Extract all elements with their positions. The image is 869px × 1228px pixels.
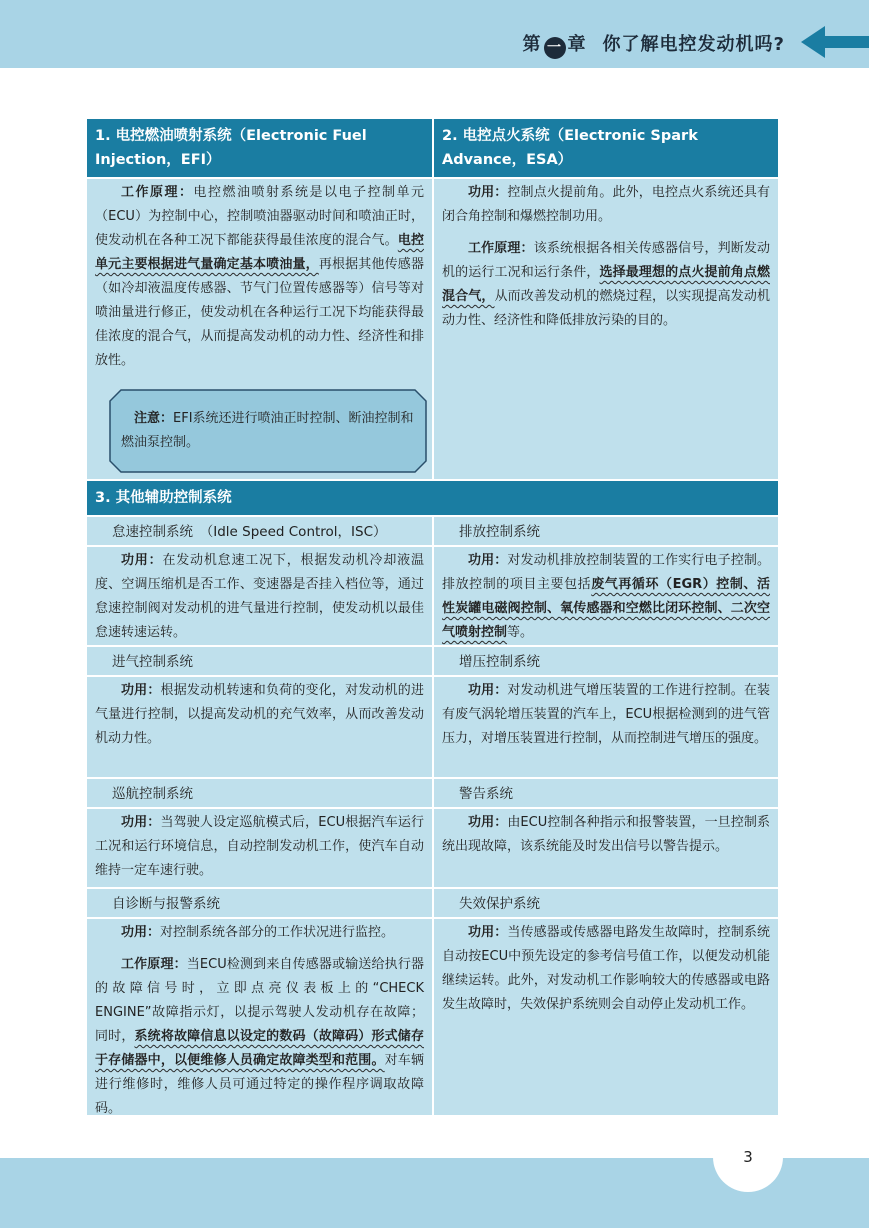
chapter-title: 你了解电控发动机吗?: [602, 34, 785, 55]
failsafe-name: 失效保护系统: [432, 887, 778, 917]
efi-note-box: [109, 389, 414, 473]
turbo-name: 增压控制系统: [432, 645, 778, 675]
diag-body: [87, 917, 432, 1115]
failsafe-text: 当传感器或传感器电路发生故障时，控制系统自动按ECU中预先设定的参考信号值工作，以便发动机能继续运转。此外，对发动机工作影响较大的传感器或电路发生故障时，失效保护系统则会自动停止发动机工作。: [442, 925, 770, 1012]
esa-function-label: 功用：: [468, 185, 508, 200]
diag-function-label: 功用：: [121, 925, 161, 940]
chapter-suffix: 章: [567, 34, 587, 55]
efi-column: [87, 119, 432, 479]
cruise-name: 巡航控制系统: [87, 777, 432, 807]
intake-label: 功用：: [121, 683, 161, 698]
warning-label: 功用：: [468, 815, 508, 830]
diag-principle-label: 工作原理：: [121, 957, 187, 972]
emission-label: 功用：: [468, 553, 508, 568]
esa-title: 2. 电控点火系统（Electronic Spark Advance，ESA）: [434, 119, 778, 177]
emission-text1: 对发动机排放控制装置的工作实行电子控制。排放控制的项目主要包括: [442, 553, 770, 592]
esa-principle-label: 工作原理：: [468, 241, 534, 256]
diag-principle-text1: 当ECU检测到来自传感器或输送给执行器的故障信号时，立即点亮仪表板上的“CHECK ENGINE”故障指示灯，以提示驾驶人发动机存在故障；同时，: [95, 957, 424, 1044]
row-intake-turbo-headers: [87, 645, 778, 675]
warning-name: 警告系统: [432, 777, 778, 807]
warning-text: 由ECU控制各种指示和报警装置，一旦控制系统出现故障，该系统能及时发出信号以警告提示。: [442, 815, 770, 854]
chapter-prefix: 第: [522, 34, 542, 55]
row-main-systems: [87, 119, 778, 479]
intake-text: 根据发动机转速和负荷的变化，对发动机的进气量进行控制，以提高发动机的充气效率，从而改善发动机动力性。: [95, 683, 424, 746]
aux-systems-title: 3. 其他辅助控制系统: [87, 479, 778, 515]
esa-body: [434, 177, 778, 479]
failsafe-label: 功用：: [468, 925, 508, 940]
row-idle-emission-body: [87, 545, 778, 645]
warning-body: [432, 807, 778, 887]
cruise-text: 当驾驶人设定巡航模式后，ECU根据汽车运行工况和运行环境信息，自动控制发动机工作，使汽车自动维持一定车速行驶。: [95, 815, 424, 878]
diag-name: 自诊断与报警系统: [87, 887, 432, 917]
content-table: [87, 119, 778, 1115]
esa-principle-text2: 从而改善发动机的燃烧过程，以实现提高发动机动力性、经济性和降低排放污染的目的。: [442, 289, 770, 328]
idle-text: 在发动机怠速工况下，根据发动机冷却液温度、空调压缩机是否工作、变速器是否挂入档位等，通过怠速控制阀对发动机的进气量进行控制，使发动机以最佳怠速转速运转。: [95, 553, 424, 640]
emission-body: [432, 545, 778, 645]
cruise-label: 功用：: [121, 815, 161, 830]
efi-principle-emph: 电控单元主要根据进气量确定基本喷油量，: [95, 233, 424, 272]
intake-name: 进气控制系统: [87, 645, 432, 675]
emission-name: 排放控制系统: [432, 515, 778, 545]
emission-emph: 废气再循环（EGR）控制、活性炭罐电磁阀控制、氧传感器和空燃比闭环控制、二次空气喷射控制: [442, 577, 770, 640]
turbo-text: 对发动机进气增压装置的工作进行控制。在装有废气涡轮增压装置的汽车上，ECU根据检测到的进气管压力，对增压装置进行控制，从而控制进气增压的强度。: [442, 683, 770, 746]
efi-title: 1. 电控燃油喷射系统（Electronic Fuel Injection，EFI）: [87, 119, 432, 177]
idle-name: 怠速控制系统 （Idle Speed Control，ISC）: [87, 515, 432, 545]
esa-function-text: 控制点火提前角。此外，电控点火系统还具有闭合角控制和爆燃控制功用。: [442, 185, 770, 224]
diag-principle-text2: 对车辆进行维修时，维修人员可通过特定的操作程序调取故障码。: [95, 1053, 424, 1116]
row-cruise-warning-body: [87, 807, 778, 887]
efi-note-text: EFI系统还进行喷油正时控制、断油控制和燃油泵控制。: [121, 411, 414, 450]
row-diag-failsafe-body: [87, 917, 778, 1115]
turbo-label: 功用：: [468, 683, 508, 698]
row-intake-turbo-body: [87, 675, 778, 777]
diag-function-text: 对控制系统各部分的工作状况进行监控。: [160, 925, 395, 940]
row-diag-failsafe-headers: [87, 887, 778, 917]
idle-label: 功用：: [121, 553, 163, 568]
idle-body: [87, 545, 432, 645]
failsafe-body: [432, 917, 778, 1115]
diag-principle-emph: 系统将故障信息以设定的数码（故障码）形式储存于存储器中，以便维修人员确定故障类型和范围。: [95, 1029, 424, 1068]
esa-principle-emph: 选择最理想的点火提前角点燃混合气，: [442, 265, 770, 304]
esa-column: [432, 119, 778, 479]
efi-note-text-block: [121, 407, 421, 455]
efi-note-label: 注意：: [134, 411, 174, 426]
chapter-heading: [523, 30, 785, 59]
page-number: 3: [743, 1148, 753, 1166]
efi-principle-label: 工作原理：: [121, 185, 194, 200]
efi-principle-text1: 电控燃油喷射系统是以电子控制单元（ECU）为控制中心，控制喷油器驱动时间和喷油正时，使发动机在各种工况下都能获得最佳浓度的混合气。: [95, 185, 424, 248]
cruise-body: [87, 807, 432, 887]
esa-principle-text1: 该系统根据各相关传感器信号，判断发动机的运行工况和运行条件，: [442, 241, 770, 280]
turbo-body: [432, 675, 778, 777]
row-cruise-warning-headers: [87, 777, 778, 807]
intake-body: [87, 675, 432, 777]
efi-body: [87, 177, 432, 479]
efi-principle-text2: 再根据其他传感器（如冷却液温度传感器、节气门位置传感器等）信号等对喷油量进行修正，使发动机在各种运行工况下均能获得最佳浓度的混合气，从而提高发动机的动力性、经济性和排放性。: [95, 257, 424, 368]
emission-text2: 等。: [507, 625, 534, 640]
row-idle-emission-headers: [87, 515, 778, 545]
arrow-left-icon: [799, 24, 869, 60]
chapter-number-badge: 一: [544, 37, 566, 59]
